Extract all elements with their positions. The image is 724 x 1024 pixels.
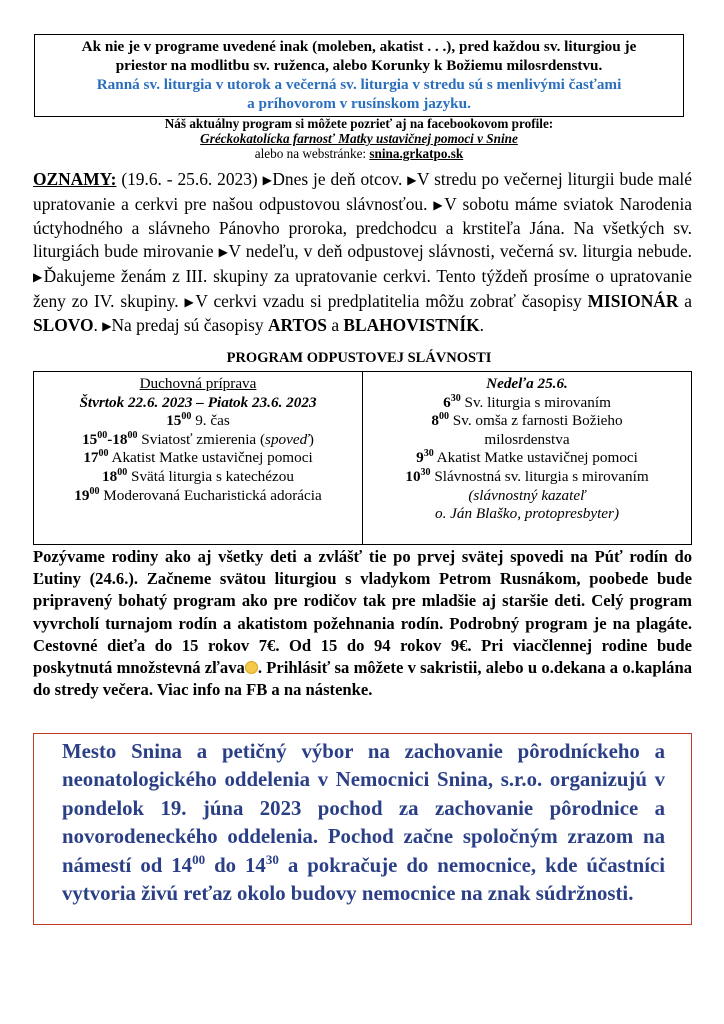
program-row-continuation: o. Ján Blaško, protopresbyter) — [434, 505, 620, 523]
column-heading: Nedeľa 25.6. — [486, 375, 568, 392]
punctuation: . — [479, 315, 485, 336]
program-row: $15^{00}$ 9. čas — [166, 411, 230, 430]
notices-section — [33, 168, 692, 339]
program-row: $6^{30}$ Sv. liturgia s mirovaním — [443, 392, 611, 411]
notice-item: Na predaj sú časopisy — [111, 315, 268, 336]
triangle-right-icon: ▶ — [184, 294, 196, 309]
triangle-right-icon: ▶ — [218, 245, 229, 260]
triangle-right-icon: ▶ — [33, 269, 44, 284]
notice-item: Dnes je deň otcov. — [272, 169, 408, 189]
program-row-continuation: (slávnostný kazateľ — [468, 486, 586, 504]
triangle-right-icon: ▶ — [433, 197, 445, 212]
triangle-right-icon: ▶ — [262, 173, 273, 187]
program-column-preparation — [34, 372, 363, 544]
time-superscript: 30 — [265, 851, 279, 867]
march-announcement-box — [33, 733, 692, 925]
invitation-text: Pozývame rodiny ako aj všetky deti a zvlášť tie po prvej svätej spovedi na Púť rodín do Ľutiny (24.6.). Začneme svätou liturgiou s vladykom Petrom Rusnákom, poobede bude pripravený bohatý program ako pre rodičov tak pre mladšie aj staršie deti. Celý program vyvrcholí turnajom rodín a akatistom požehnania rodín. Podrobný program je na plagáte. Cestovné dieťa do 15 rokov 7€. Od 15 do 94 rokov 9€. Pri viacčlennej rodine bude poskytnutá množstevná zľava — [33, 547, 692, 678]
rusyn-notice-line: a príhovorom v rusínskom jazyku. — [247, 95, 471, 112]
magazine-name: SLOVO — [33, 315, 94, 336]
column-heading: Duchovná príprava — [139, 375, 257, 392]
notices-heading: OZNAMY: — [33, 169, 117, 189]
announcement-box — [34, 34, 684, 117]
program-column-sunday — [363, 372, 691, 544]
web-prefix: alebo na webstránke: — [254, 146, 370, 161]
notice-item: Ďakujeme ženám z III. skupiny za upratovanie cerkvi. Tento týždeň prosíme o upratovanie ženy zo IV. skupiny. — [33, 265, 692, 311]
punctuation: . — [93, 315, 103, 336]
program-row: $17^{00}$ Akatist Matke ustavičnej pomoci — [83, 448, 313, 467]
program-row: $10^{30}$ Slávnostná sv. liturgia s mirovaním — [405, 466, 649, 485]
program-title: PROGRAM ODPUSTOVEJ SLÁVNOSTI — [226, 350, 492, 366]
conjunction: a — [326, 315, 344, 336]
magazine-name: MISIONÁR — [587, 290, 679, 311]
announcement-line: Ak nie je v programe uvedené inak (moleben, akatist . . .), pred každou sv. liturgiou je — [81, 38, 637, 55]
notice-item: V sobotu máme sviatok Narodenia úctyhodného a slávneho Pánovho proroka, predchodcu a krstiteľa Jána. Na všetkých sv. liturgiách bude mirovanie — [33, 193, 693, 262]
program-table — [33, 371, 692, 545]
announcement-line: priestor na modlitbu sv. ruženca, alebo Korunky k Božiemu milosrdenstvu. — [115, 57, 603, 74]
notice-item: V stredu po večernej liturgii bude malé upratovanie a cerkvi pre našou odpustovou slávnosťou. — [33, 169, 692, 214]
program-row: $8^{00}$ Sv. omša z farnosti Božieho — [431, 411, 623, 430]
website-link[interactable]: snina.grkatpo.sk — [369, 146, 464, 161]
pilgrimage-invitation — [33, 546, 692, 701]
program-row-continuation: milosrdenstva — [484, 430, 570, 448]
notice-item: V nedeľu, v deň odpustovej slávnosti, večerná sv. liturgia nebude. — [228, 241, 693, 262]
facebook-info — [34, 116, 684, 161]
program-row: $18^{00}$ Svätá liturgia s katechézou — [102, 466, 294, 485]
triangle-right-icon: ▶ — [407, 173, 417, 187]
program-row: $19^{00}$ Moderovaná Eucharistická adorácia — [74, 485, 322, 504]
program-row: $15^{00}-18^{00}$ Sviatosť zmierenia (spoveď) — [82, 429, 314, 448]
march-text: a pokračuje do nemocnice, kde účastníci vytvoria živú reťaz okolo budovy nemocnice na znak súdržnosti. — [62, 853, 665, 906]
triangle-right-icon: ▶ — [102, 319, 112, 334]
time-superscript: 00 — [192, 851, 206, 867]
program-row: $9^{30}$ Akatist Matke ustavičnej pomoci — [416, 448, 638, 467]
notices-dates: (19.6. - 25.6. 2023) — [116, 169, 263, 189]
conjunction: a — [678, 290, 692, 311]
magazine-name: BLAHOVISTNÍK — [343, 315, 480, 336]
march-text: Mesto Snina a petičný výbor na zachovanie pôrodníckeho a neonatologického oddelenia v Nemocnici Snina, s.r.o. organizujú v pondelok 19. júna 2023 pochod za zachovanie pôrodnice a novorodeneckého oddelenia. Pochod začne spoločným zrazom na námestí od 14 — [62, 740, 665, 877]
invitation-text: . Prihlásiť sa môžete v sakristii, alebo u o.dekana a o.kaplána do stredy večera. Viac info na FB a na nástenke. — [33, 658, 693, 700]
facebook-intro: Náš aktuálny program si môžete pozrieť aj na facebookovom profile: — [164, 116, 554, 131]
magazine-name: ARTOS — [267, 315, 327, 336]
march-text: do 14 — [205, 853, 266, 877]
rusyn-notice-line: Ranná sv. liturgia v utorok a večerná sv. liturgia v stredu sú s menlivými časťami — [96, 76, 622, 93]
facebook-profile-link[interactable]: Gréckokatolícka farnosť Matky ustavičnej pomoci v Snine — [200, 131, 518, 146]
notice-item: V cerkvi vzadu si predplatitelia môžu zobrať časopisy — [195, 290, 588, 311]
column-dates: Štvrtok 22.6. 2023 – Piatok 23.6. 2023 — [79, 393, 317, 411]
smiley-icon — [245, 661, 258, 674]
